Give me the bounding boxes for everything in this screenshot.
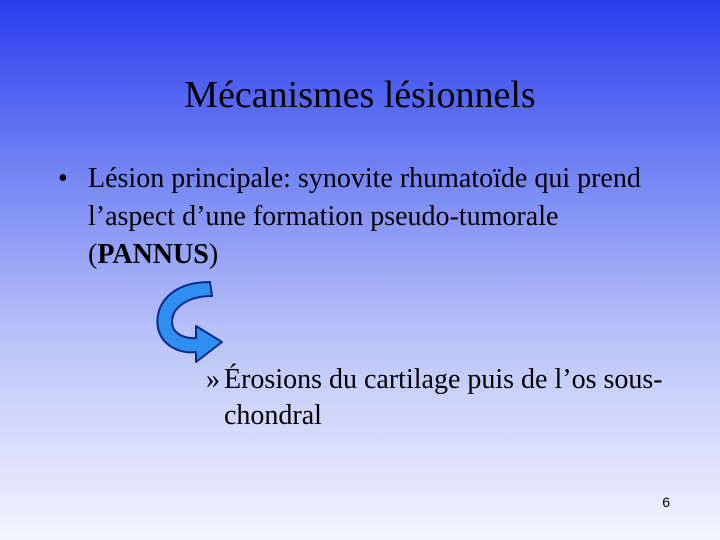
page-number: 6 bbox=[662, 494, 670, 510]
slide-title: Mécanismes lésionnels bbox=[184, 74, 536, 116]
sub-bullet bbox=[206, 362, 686, 434]
bullet-text-before: Lésion principale: synovite rhumatoïde qui prend l’aspect d’une formation pseudo-tumorale ( bbox=[88, 163, 641, 270]
sub-bullet-marker: » bbox=[206, 364, 220, 395]
bullet-marker: • bbox=[58, 163, 68, 194]
sub-bullet-text: Érosions du cartilage puis de l’os sous-chondral bbox=[224, 364, 663, 431]
bullet-bold-term: PANNUS bbox=[97, 239, 209, 270]
main-bullet bbox=[58, 160, 678, 274]
bullet-text-after: ) bbox=[208, 239, 219, 270]
bullet-text bbox=[88, 160, 678, 274]
curved-arrow-icon bbox=[150, 276, 230, 366]
